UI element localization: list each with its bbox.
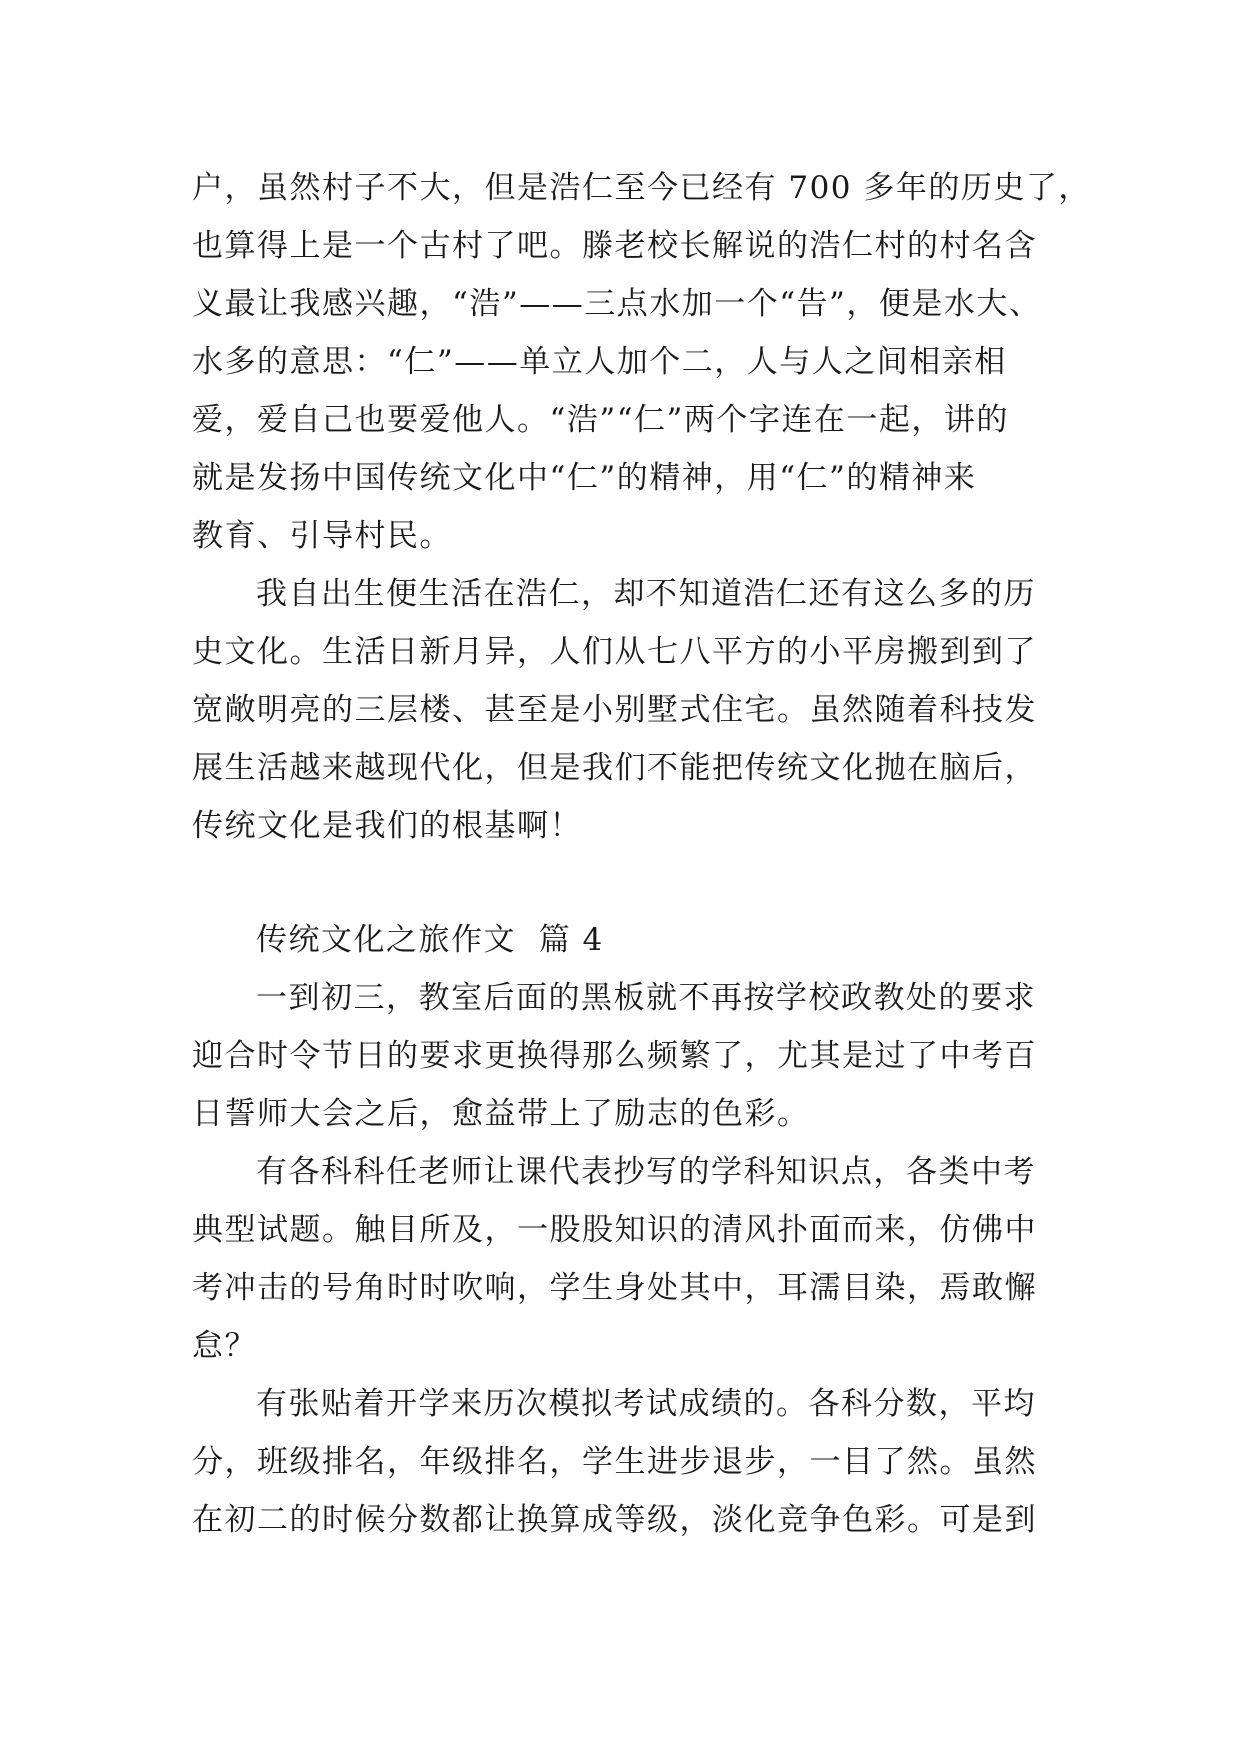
section-heading — [192, 911, 1072, 969]
paragraph-2 — [192, 565, 1072, 855]
text-line: 传统文化是我们的根基啊！ — [192, 808, 582, 844]
text-line: 教育、引导村民。 — [192, 518, 452, 554]
text-line: 也算得上是一个古村了吧。滕老校长解说的浩仁村的村名含 — [192, 228, 1037, 264]
text-line: 分，班级排名，年级排名，学生进步退步，一目了然。虽然 — [192, 1444, 1037, 1480]
text-line: 史文化。生活日新月异，人们从七八平方的小平房搬到到了 — [192, 634, 1037, 670]
paragraph-1 — [192, 159, 1091, 565]
text-line: 典型试题。触目所及，一股股知识的清风扑面而来，仿佛中 — [192, 1212, 1037, 1248]
text-line: 有各科科任老师让课代表抄写的学科知识点，各类中考 — [256, 1154, 1036, 1190]
text-line: 一到初三，教室后面的黑板就不再按学校政教处的要求 — [256, 980, 1036, 1016]
text-line: 我自出生便生活在浩仁，却不知道浩仁还有这么多的历 — [256, 576, 1036, 612]
text-line: 就是发扬中国传统文化中“仁”的精神，用“仁”的精神来 — [192, 460, 977, 496]
text-line: 在初二的时候分数都让换算成等级，淡化竞争色彩。可是到 — [192, 1502, 1037, 1538]
text-line: 考冲击的号角时时吹响，学生身处其中，耳濡目染，焉敢懈 — [192, 1270, 1037, 1306]
text-line: 水多的意思：“仁”——单立人加个二，人与人之间相亲相 — [192, 344, 1007, 380]
paragraph-4 — [192, 1143, 1072, 1375]
text-line: 迎合时令节日的要求更换得那么频繁了，尤其是过了中考百 — [192, 1038, 1037, 1074]
text-line: 展生活越来越现代化，但是我们不能把传统文化抛在脑后， — [192, 750, 1037, 786]
text-line: 怠？ — [192, 1328, 257, 1364]
text-line: 宽敞明亮的三层楼、甚至是小别墅式住宅。虽然随着科技发 — [192, 692, 1037, 728]
text-line: 有张贴着开学来历次模拟考试成绩的。各科分数，平均 — [256, 1386, 1036, 1422]
text-line: 户，虽然村子不大，但是浩仁至今已经有 700 多年的历史了， — [192, 170, 1091, 206]
text-line: 爱，爱自己也要爱他人。“浩”“仁”两个字连在一起，讲的 — [192, 402, 1009, 438]
section-title: 传统文化之旅作文 篇 4 — [256, 922, 604, 958]
text-line: 义最让我感兴趣，“浩”——三点水加一个“告”，便是水大、 — [192, 286, 1042, 322]
text-line: 日誓师大会之后，愈益带上了励志的色彩。 — [192, 1096, 810, 1132]
paragraph-5 — [192, 1375, 1072, 1549]
paragraph-3 — [192, 969, 1072, 1143]
